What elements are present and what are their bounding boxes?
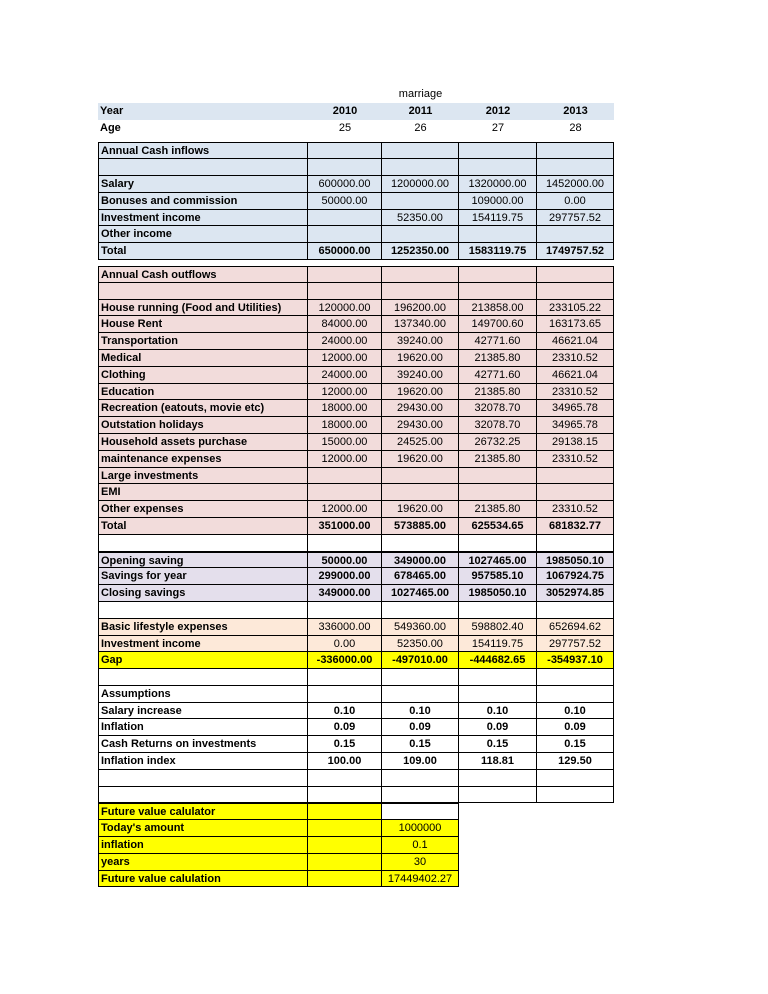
row-value: 349000.00 [308,585,382,601]
row-value: 18000.00 [308,400,382,416]
row-value [382,669,459,685]
fv-label: inflation [98,837,308,854]
row-value: 351000.00 [308,518,382,534]
row-value [382,484,459,500]
table-row [98,753,614,770]
row-label: Total [98,243,308,259]
row-value [537,535,614,551]
fv-value: 1000000 [382,820,459,837]
row-label: Cash Returns on investments [98,736,308,752]
row-value: 24000.00 [308,367,382,383]
row-value: 129.50 [537,753,614,769]
row-value [382,193,459,209]
fv-row [98,854,459,871]
row-value: 26732.25 [459,434,537,450]
row-value: 42771.60 [459,367,537,383]
row-value: 15000.00 [308,434,382,450]
row-value: 1067924.75 [537,568,614,584]
row-value: 299000.00 [308,568,382,584]
row-label: Medical [98,350,308,366]
row-value: 29138.15 [537,434,614,450]
row-value [537,787,614,803]
age-value: 26 [414,121,427,134]
fv-row [98,871,459,888]
row-value [537,267,614,282]
fv-value: 0.1 [382,837,459,854]
row-label: Savings for year [98,568,308,584]
row-value: 0.10 [537,703,614,719]
row-value: 1200000.00 [382,176,459,192]
gap-row [98,652,614,669]
row-value: -444682.65 [459,652,537,668]
row-label: maintenance expenses [98,451,308,467]
age-label: Age [100,121,121,134]
row-value: 549360.00 [382,619,459,635]
row-value: 118.81 [459,753,537,769]
table-row [98,316,614,333]
row-label [98,669,308,685]
row-value [382,143,459,158]
row-value [308,226,382,242]
cashflow-sheet [98,86,614,887]
table-row [98,367,614,384]
row-value [537,770,614,786]
row-value [459,283,537,299]
row-value: 0.09 [537,719,614,735]
table-row [98,468,614,485]
fv-spacer [308,871,382,888]
row-value: 196200.00 [382,300,459,316]
row-label: Transportation [98,333,308,349]
row-value: 100.00 [308,753,382,769]
row-label: Gap [98,652,308,668]
row-label: Annual Cash outflows [98,267,308,282]
row-value [382,283,459,299]
row-value [308,787,382,803]
row-value: 24000.00 [308,333,382,349]
row-value: 1027465.00 [459,553,537,568]
row-label: Bonuses and commission [98,193,308,209]
row-label: EMI [98,484,308,500]
row-value: 23310.52 [537,384,614,400]
row-value: 0.15 [537,736,614,752]
table-row [98,703,614,720]
fv-value: 30 [382,854,459,871]
row-value [308,669,382,685]
row-value [308,267,382,282]
row-label: Assumptions [98,686,308,702]
row-value: 3052974.85 [537,585,614,601]
row-label [98,787,308,803]
row-value [459,159,537,175]
row-value: 1985050.10 [459,585,537,601]
savings-row [98,568,614,585]
row-value: 154119.75 [459,636,537,652]
row-value: 18000.00 [308,417,382,433]
row-value: 12000.00 [308,350,382,366]
row-value [382,686,459,702]
year-value: 2012 [485,104,511,117]
row-value: 0.15 [382,736,459,752]
row-value: 19620.00 [382,350,459,366]
age-value: 25 [338,121,352,134]
row-value: 39240.00 [382,367,459,383]
row-value: 29430.00 [382,417,459,433]
row-value: 349000.00 [382,553,459,568]
row-value [537,159,614,175]
row-label: Education [98,384,308,400]
table-row [98,176,614,193]
table-row [98,619,614,636]
row-value: 109.00 [382,753,459,769]
row-value: 1320000.00 [459,176,537,192]
row-value: 681832.77 [537,518,614,534]
row-label: Basic lifestyle expenses [98,619,308,635]
marriage-note: marriage [398,88,443,100]
blank-row [98,787,614,804]
row-value: 84000.00 [308,316,382,332]
table-row [98,451,614,468]
row-value: 50000.00 [308,193,382,209]
row-value: 29430.00 [382,400,459,416]
row-value [308,468,382,484]
row-value: 23310.52 [537,350,614,366]
row-value [537,226,614,242]
section-title [98,142,614,159]
row-value: 19620.00 [382,384,459,400]
row-value [537,686,614,702]
row-value: 1452000.00 [537,176,614,192]
fv-spacer [308,803,382,820]
row-value: 297757.52 [537,636,614,652]
row-value [459,602,537,618]
year-value: 2013 [563,104,588,117]
row-value [459,468,537,484]
row-value [382,159,459,175]
row-value: 0.10 [459,703,537,719]
fv-value: 17449402.27 [382,871,459,888]
row-label: Clothing [98,367,308,383]
row-value: 32078.70 [459,417,537,433]
row-value [459,267,537,282]
row-value: 600000.00 [308,176,382,192]
blank-row [98,770,614,787]
row-label: House Rent [98,316,308,332]
row-value: 23310.52 [537,501,614,517]
row-value: 573885.00 [382,518,459,534]
row-value: -497010.00 [382,652,459,668]
fv-row [98,820,459,837]
table-row [98,226,614,243]
row-label: Salary [98,176,308,192]
row-label [98,159,308,175]
row-value [459,787,537,803]
row-value: 52350.00 [382,636,459,652]
row-value [459,226,537,242]
row-value [308,283,382,299]
row-value [459,535,537,551]
row-label: Annual Cash inflows [98,143,308,158]
table-row [98,719,614,736]
savings-row [98,552,614,569]
row-value: 154119.75 [459,210,537,226]
blank-row [98,669,614,686]
row-value [308,159,382,175]
row-value [537,484,614,500]
age-value: 28 [569,121,582,134]
row-value: 42771.60 [459,333,537,349]
row-label: Inflation index [98,753,308,769]
row-value [308,484,382,500]
row-label: Salary increase [98,703,308,719]
row-value: 1749757.52 [537,243,614,259]
row-value [308,143,382,158]
row-value: 46621.04 [537,367,614,383]
section-title [98,266,614,283]
row-value: 149700.60 [459,316,537,332]
row-value [459,143,537,158]
row-label: Investment income [98,210,308,226]
blank-row [98,602,614,619]
row-value: 34965.78 [537,400,614,416]
row-value [308,686,382,702]
row-value [459,770,537,786]
table-row [98,484,614,501]
row-value: 21385.80 [459,350,537,366]
row-label: Large investments [98,468,308,484]
spacer-cell [308,86,382,103]
row-label: Recreation (eatouts, movie etc) [98,400,308,416]
age-row [98,120,614,137]
age-value: 27 [491,121,505,134]
table-row [98,333,614,350]
row-value: 32078.70 [459,400,537,416]
row-value: 336000.00 [308,619,382,635]
row-value: 0.15 [459,736,537,752]
row-value: 1252350.00 [382,243,459,259]
year-value: 2010 [332,104,358,117]
row-value [382,535,459,551]
table-row [98,501,614,518]
row-value [459,484,537,500]
row-value [382,770,459,786]
row-value: 0.00 [537,193,614,209]
row-label: Inflation [98,719,308,735]
row-value: 12000.00 [308,384,382,400]
table-row [98,417,614,434]
row-value: 120000.00 [308,300,382,316]
spacer-cell [537,86,614,103]
spacer-cell [459,86,537,103]
row-value: 0.09 [382,719,459,735]
row-value: 23310.52 [537,451,614,467]
fv-value [382,803,459,820]
row-label [98,770,308,786]
row-value: 233105.22 [537,300,614,316]
row-value: 1583119.75 [459,243,537,259]
year-value: 2011 [408,104,433,117]
row-value [382,468,459,484]
row-label: Opening saving [98,553,308,568]
row-value [382,226,459,242]
row-value: 39240.00 [382,333,459,349]
row-label: House running (Food and Utilities) [98,300,308,316]
row-value: 0.10 [308,703,382,719]
row-value: 24525.00 [382,434,459,450]
year-label: Year [100,104,124,117]
fv-spacer [308,837,382,854]
fv-spacer [308,820,382,837]
section-title [98,686,614,703]
row-value: 0.00 [308,636,382,652]
row-label: Outstation holidays [98,417,308,433]
blank-row [98,535,614,552]
row-value [308,535,382,551]
blank-row [98,283,614,300]
table-row [98,400,614,417]
note-row [98,86,614,103]
savings-row [98,585,614,602]
row-value: 0.09 [459,719,537,735]
row-value [537,283,614,299]
row-value: 0.09 [308,719,382,735]
row-value [459,686,537,702]
row-value: 1027465.00 [382,585,459,601]
row-value: 34965.78 [537,417,614,433]
year-row [98,103,614,120]
row-value: 21385.80 [459,501,537,517]
row-value [382,267,459,282]
row-label: Total [98,518,308,534]
row-value: 0.10 [382,703,459,719]
row-value: -336000.00 [308,652,382,668]
row-value: 21385.80 [459,384,537,400]
row-value [308,770,382,786]
row-value [459,669,537,685]
row-value: 137340.00 [382,316,459,332]
row-value: 19620.00 [382,501,459,517]
row-label: Closing savings [98,585,308,601]
row-label: Household assets purchase [98,434,308,450]
row-value: 1985050.10 [537,553,614,568]
row-value [382,602,459,618]
row-value: 50000.00 [308,553,382,568]
row-value: 21385.80 [459,451,537,467]
fv-label: years [98,854,308,871]
row-value [537,602,614,618]
fv-label: Future value calulation [98,871,308,888]
row-value: 625534.65 [459,518,537,534]
row-value: 297757.52 [537,210,614,226]
table-row [98,434,614,451]
row-value: 12000.00 [308,501,382,517]
table-row [98,384,614,401]
table-row [98,210,614,227]
row-value: 957585.10 [459,568,537,584]
row-label: Investment income [98,636,308,652]
row-label: Other income [98,226,308,242]
blank-row [98,159,614,176]
row-value: 109000.00 [459,193,537,209]
row-value [382,787,459,803]
spacer-cell [98,86,308,103]
row-value [308,602,382,618]
row-value: -354937.10 [537,652,614,668]
fv-label: Today's amount [98,820,308,837]
row-label [98,283,308,299]
row-label [98,535,308,551]
row-value [537,468,614,484]
table-row [98,193,614,210]
table-row [98,350,614,367]
row-value: 163173.65 [537,316,614,332]
row-value: 650000.00 [308,243,382,259]
row-value: 0.15 [308,736,382,752]
row-value: 652694.62 [537,619,614,635]
row-value: 19620.00 [382,451,459,467]
fv-row [98,803,459,820]
table-row [98,636,614,653]
fv-label: Future value calulator [98,803,308,820]
fv-spacer [308,854,382,871]
row-value: 46621.04 [537,333,614,349]
row-value [308,210,382,226]
row-value: 598802.40 [459,619,537,635]
fv-row [98,837,459,854]
table-row [98,300,614,317]
table-row [98,736,614,753]
row-value: 678465.00 [382,568,459,584]
row-value: 12000.00 [308,451,382,467]
row-value [537,143,614,158]
row-label [98,602,308,618]
row-value: 213858.00 [459,300,537,316]
total-row [98,518,614,535]
row-value: 52350.00 [382,210,459,226]
row-value [537,669,614,685]
total-row [98,243,614,260]
row-label: Other expenses [98,501,308,517]
